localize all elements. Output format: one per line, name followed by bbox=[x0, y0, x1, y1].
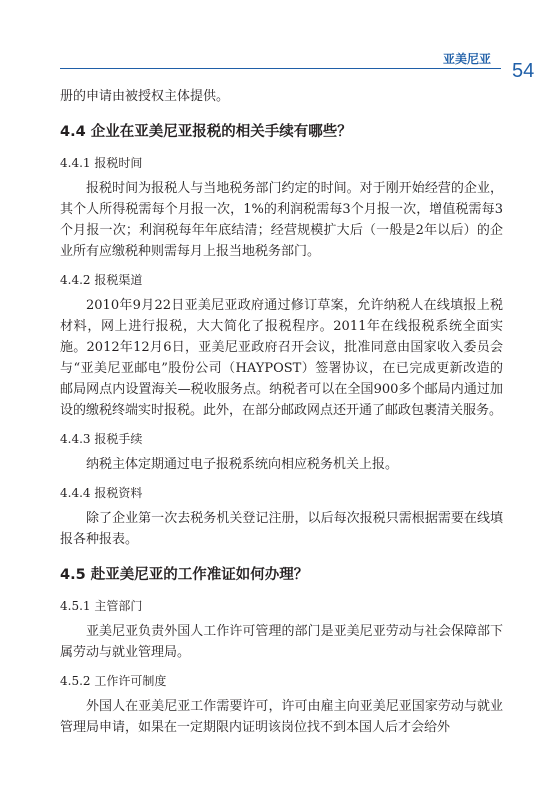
subsection-heading-4-4-3: 4.4.3 报税手续 bbox=[60, 432, 143, 446]
paragraph-continued: 册的申请由被授权主体提供。 bbox=[60, 89, 230, 104]
page-body bbox=[60, 86, 503, 738]
section-heading-4-4: 4.4 企业在亚美尼亚报税的相关手续有哪些？ bbox=[60, 124, 352, 140]
subsection-heading-4-5-2: 4.5.2 工作许可制度 bbox=[60, 674, 167, 688]
subsection-heading-4-4-2: 4.4.2 报税渠道 bbox=[60, 273, 143, 287]
header-rule bbox=[60, 68, 501, 69]
page-number: 54 bbox=[512, 60, 535, 82]
subsection-heading-4-4-4: 4.4.4 报税资料 bbox=[60, 486, 143, 500]
section-heading-4-5: 4.5 赴亚美尼亚的工作准证如何办理？ bbox=[60, 567, 309, 583]
paragraph-filing-materials: 除了企业第一次去税务机关登记注册，以后每次报税只需根据需要在线填报各种报表。 bbox=[60, 511, 503, 547]
subsection-heading-4-5-1: 4.5.1 主管部门 bbox=[60, 599, 143, 613]
paragraph-filing-channels: 2010年9月22日亚美尼亚政府通过修订草案，允许纳税人在线填报上税材料，网上进行报税，大大简化了报税程序。2011年在线报税系统全面实施。2012年12月6日，亚美尼亚政府召开会议，批准同意由国家收入委员会与“亚美尼亚邮电”股份公司（HAYPOST）签署协议，在已完成更新改造的邮局网点内设置海关—税收服务点。纳税者可以在全国900多个邮局内通过加设的缴税终端实时报税。此外，在部分邮政网点还开通了邮政包裹清关服务。 bbox=[60, 298, 503, 418]
paragraph-filing-time: 报税时间为报税人与当地税务部门约定的时间。对于刚开始经营的企业，其个人所得税需每个月报一次，1%的利润税需每3个月报一次，增值税需每3个月报一次；利润税每年年底结清；经营规模扩大后（一般是2年以后）的企业所有应缴税种则需每月上报当地税务部门。 bbox=[60, 181, 503, 259]
subsection-heading-4-4-1: 4.4.1 报税时间 bbox=[60, 156, 143, 170]
paragraph-competent-authority: 亚美尼亚负责外国人工作许可管理的部门是亚美尼亚劳动与社会保障部下属劳动与就业管理局。 bbox=[60, 624, 503, 660]
paragraph-work-permit-system: 外国人在亚美尼亚工作需要许可，许可由雇主向亚美尼亚国家劳动与就业管理局申请，如果在一定期限内证明该岗位找不到本国人后才会给外 bbox=[60, 699, 503, 735]
paragraph-filing-procedure: 纳税主体定期通过电子报税系统向相应税务机关上报。 bbox=[86, 457, 399, 472]
running-header-country: 亚美尼亚 bbox=[442, 52, 491, 66]
